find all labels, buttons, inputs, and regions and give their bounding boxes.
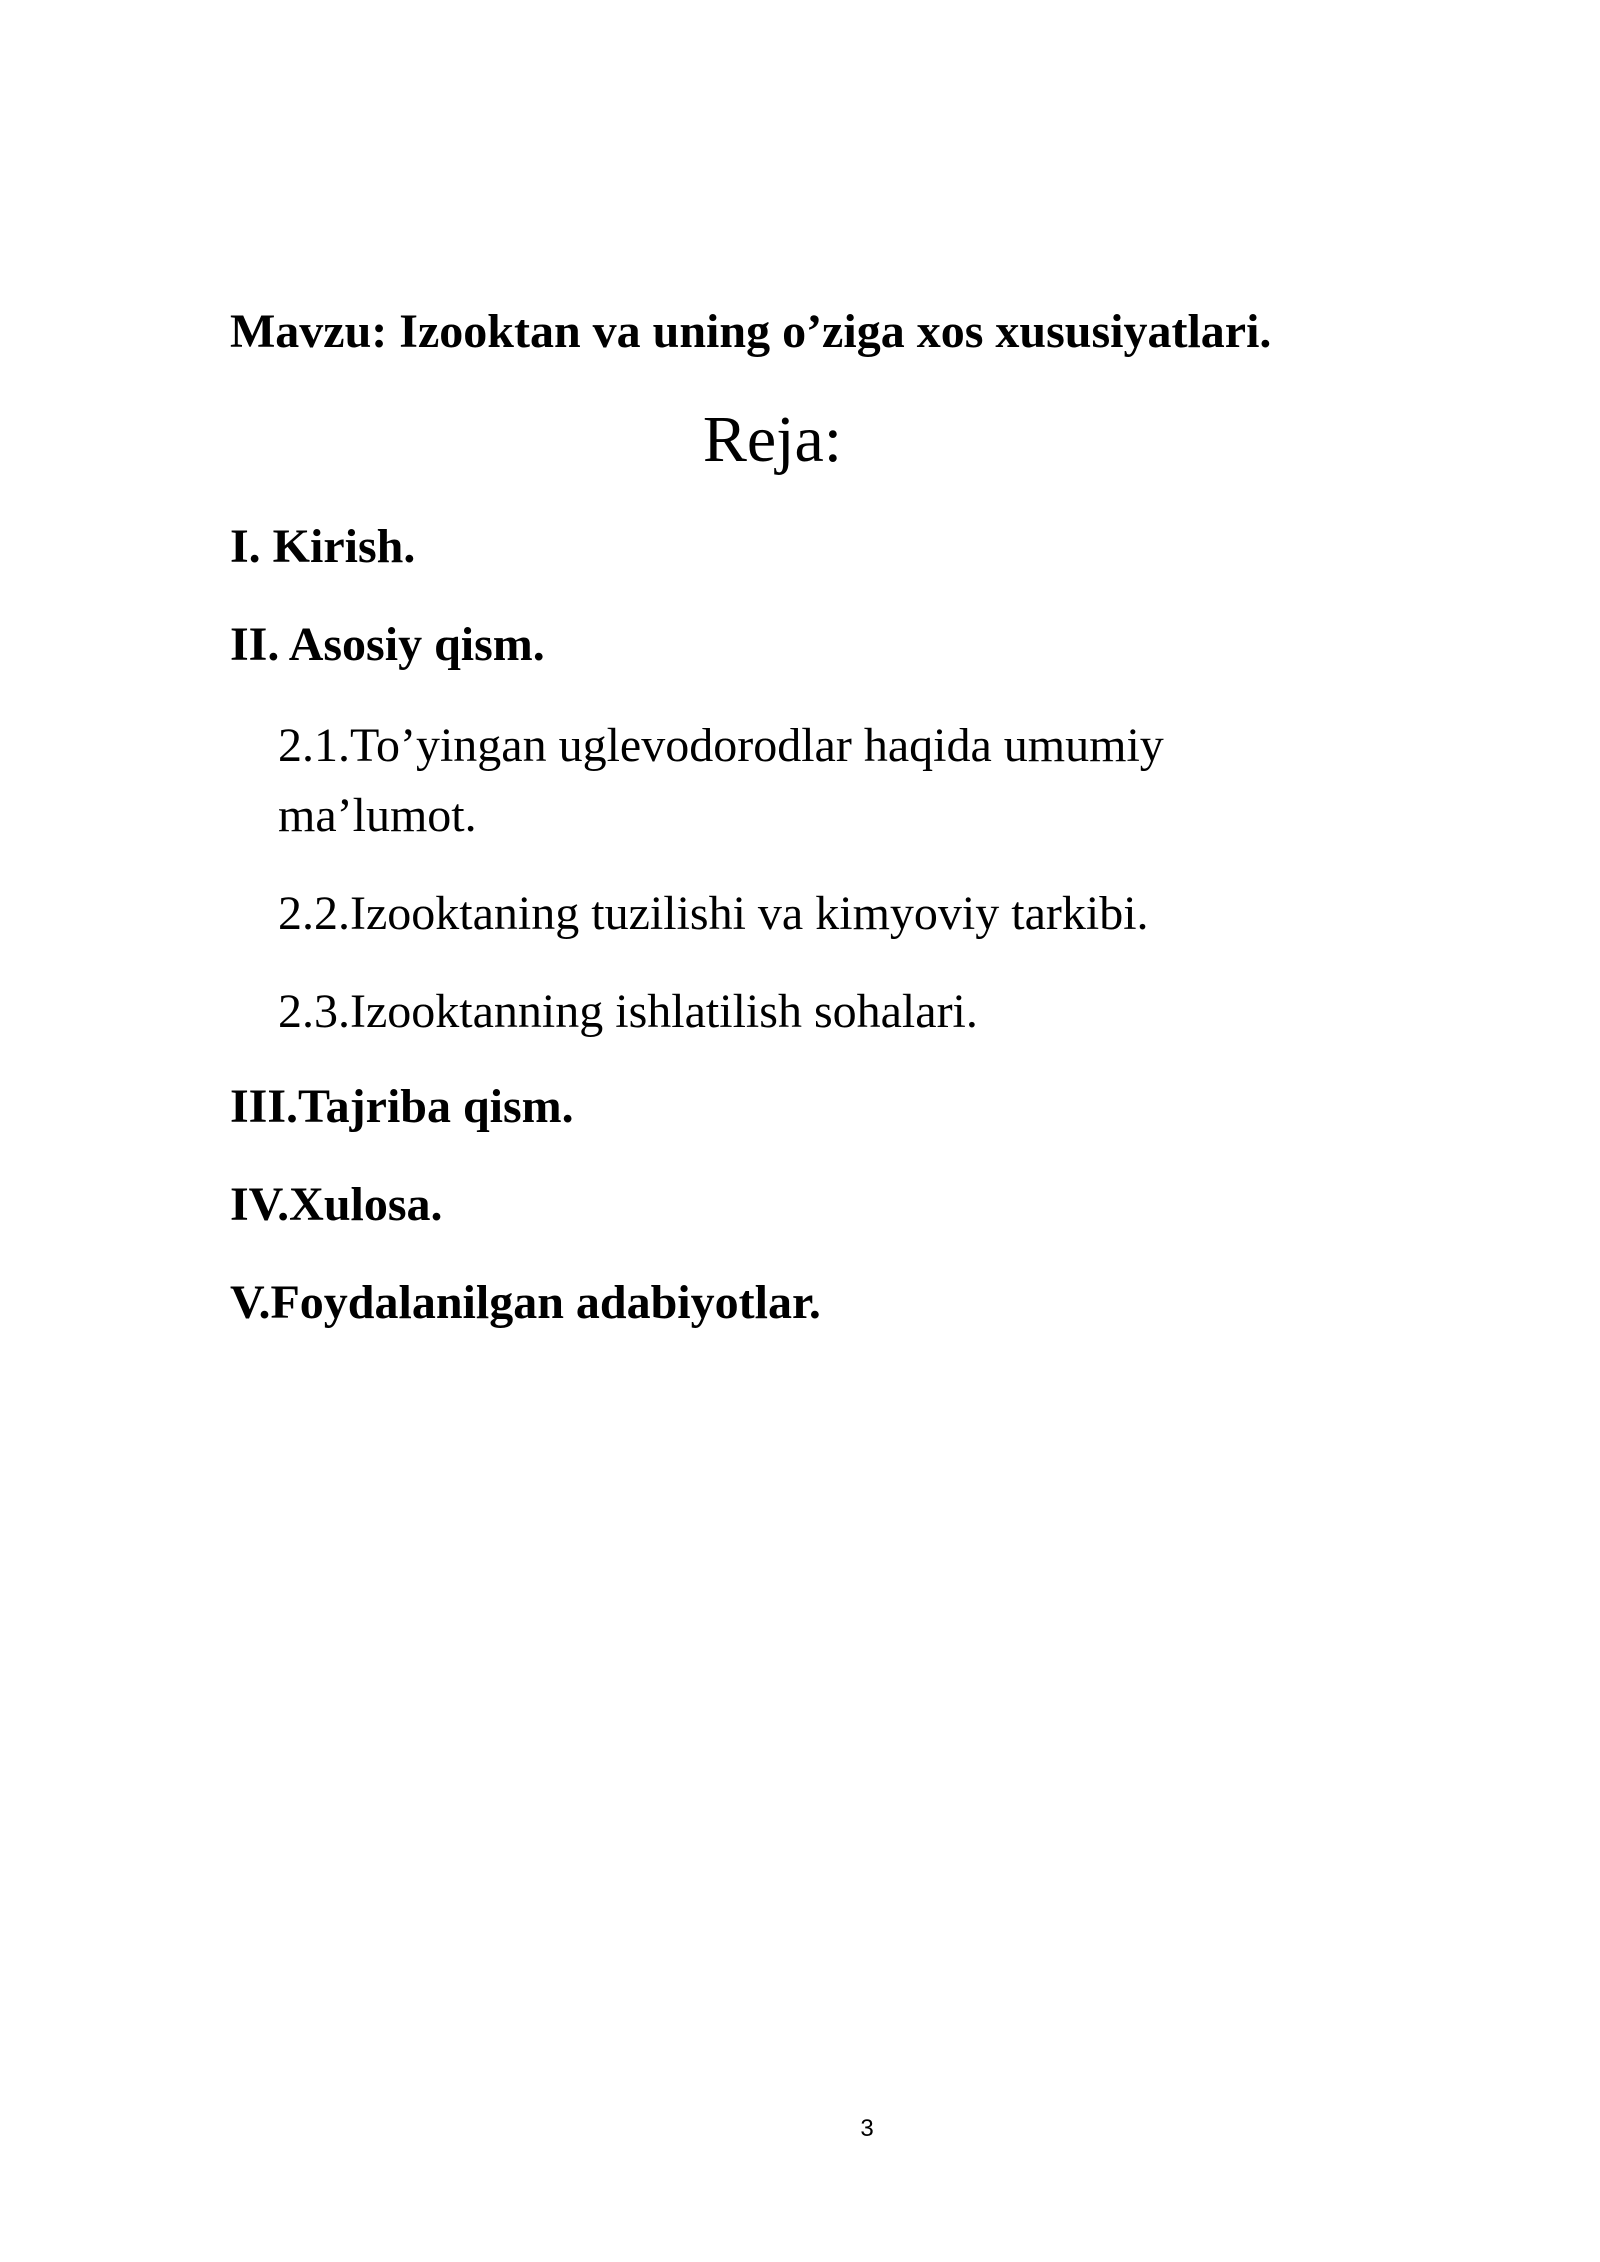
plan-heading: Reja:: [702, 403, 843, 476]
outline-item-references: V.Foydalanilgan adabiyotlar.: [230, 1276, 821, 1329]
outline-item-main-part: II. Asosiy qism.: [230, 618, 545, 671]
outline-subitem-saturated-hydrocarbons: 2.1.To’yingan uglevodorodlar haqida umumiy ma’lumot.: [278, 719, 1164, 842]
outline-item-conclusion: IV.Xulosa.: [230, 1178, 443, 1231]
plan-outline: [230, 515, 1380, 1369]
page-number: 3: [860, 2115, 874, 2142]
outline-item-introduction: I. Kirish.: [230, 520, 416, 573]
outline-subitem-isooctane-structure: 2.2.Izooktaning tuzilishi va kimyoviy tarkibi.: [278, 887, 1149, 940]
document-topic: Mavzu: Izooktan va uning o’ziga xos xususiyatlari.: [230, 305, 1272, 358]
outline-item-experimental-part: III.Tajriba qism.: [230, 1080, 574, 1133]
outline-subitem-isooctane-applications: 2.3.Izooktanning ishlatilish sohalari.: [278, 985, 978, 1038]
